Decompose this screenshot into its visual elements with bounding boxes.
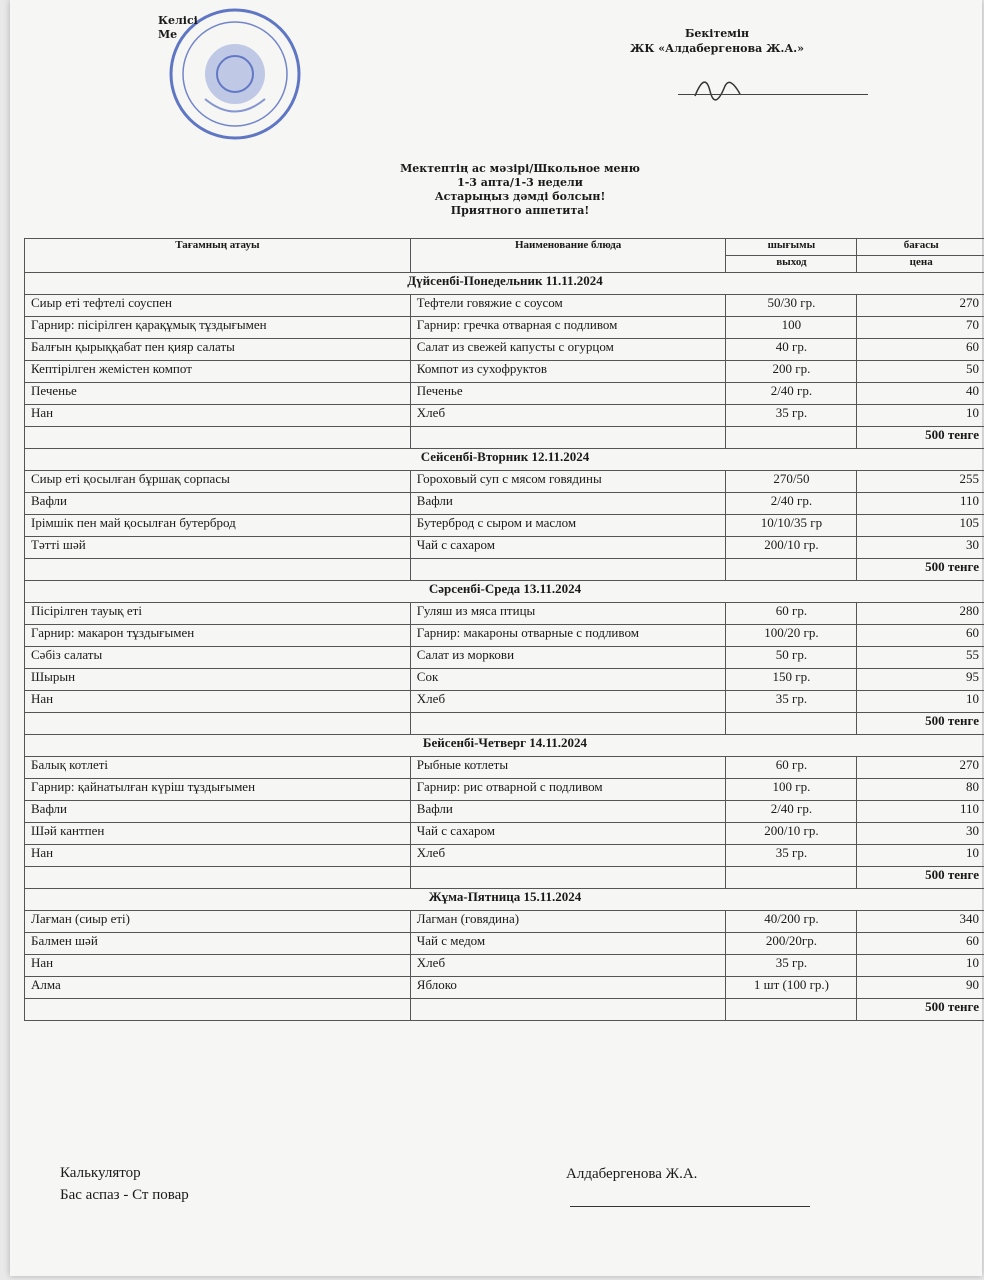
- day-header-row: [25, 273, 984, 295]
- menu-row: [25, 295, 984, 317]
- approval-left-line1: Келісі: [158, 14, 198, 27]
- menu-row: [25, 361, 984, 383]
- total-blank-kz: [25, 867, 411, 889]
- dish-name-ru: Вафли: [410, 493, 726, 515]
- menu-row: [25, 339, 984, 361]
- menu-row: [25, 471, 984, 493]
- dish-name-ru: Чай с сахаром: [410, 823, 726, 845]
- dish-price: 10: [857, 691, 984, 713]
- menu-row: [25, 493, 984, 515]
- footer-sign-line: [570, 1206, 810, 1207]
- header-name-kz: Тағамның атауы: [25, 239, 411, 273]
- day-total-row: [25, 867, 984, 889]
- menu-row: [25, 757, 984, 779]
- title-line4: Приятного аппетита!: [450, 204, 590, 217]
- dish-output: 200/10 гр.: [726, 537, 857, 559]
- dish-name-ru: Вафли: [410, 801, 726, 823]
- dish-name-ru: Печенье: [410, 383, 726, 405]
- dish-output: 200/10 гр.: [726, 823, 857, 845]
- day-total: 500 тенге: [857, 999, 984, 1021]
- dish-name-kz: Кептірілген жемістен компот: [25, 361, 411, 383]
- dish-name-ru: Хлеб: [410, 691, 726, 713]
- dish-name-kz: Пісірілген тауық еті: [25, 603, 411, 625]
- dish-price: 50: [857, 361, 984, 383]
- dish-name-ru: Салат из свежей капусты с огурцом: [410, 339, 726, 361]
- dish-name-ru: Гарнир: рис отварной с подливом: [410, 779, 726, 801]
- dish-price: 10: [857, 845, 984, 867]
- menu-row: [25, 911, 984, 933]
- day-total: 500 тенге: [857, 559, 984, 581]
- dish-name-kz: Нан: [25, 845, 411, 867]
- dish-price: 30: [857, 537, 984, 559]
- dish-output: 200 гр.: [726, 361, 857, 383]
- approval-right-line1: Бекітемін: [684, 27, 750, 40]
- dish-output: 10/10/35 гр: [726, 515, 857, 537]
- menu-row: [25, 955, 984, 977]
- dish-price: 110: [857, 801, 984, 823]
- menu-row: [25, 625, 984, 647]
- signature-mark: [690, 66, 750, 106]
- dish-output: 35 гр.: [726, 845, 857, 867]
- header-price-ru: цена: [857, 256, 984, 273]
- total-blank-kz: [25, 559, 411, 581]
- approval-right-line2: ЖК «Алдабергенова Ж.А.»: [630, 42, 804, 55]
- day-header-row: [25, 449, 984, 471]
- total-blank-ru: [410, 999, 726, 1021]
- menu-row: [25, 537, 984, 559]
- menu-table: [24, 238, 984, 1021]
- dish-price: 90: [857, 977, 984, 999]
- dish-price: 110: [857, 493, 984, 515]
- total-blank-out: [726, 559, 857, 581]
- dish-output: 100/20 гр.: [726, 625, 857, 647]
- dish-name-ru: Рыбные котлеты: [410, 757, 726, 779]
- dish-price: 60: [857, 933, 984, 955]
- dish-name-ru: Хлеб: [410, 955, 726, 977]
- total-blank-out: [726, 999, 857, 1021]
- dish-name-kz: Шырын: [25, 669, 411, 691]
- menu-row: [25, 691, 984, 713]
- dish-price: 10: [857, 955, 984, 977]
- dish-output: 60 гр.: [726, 757, 857, 779]
- dish-name-ru: Гарнир: макароны отварные с подливом: [410, 625, 726, 647]
- dish-name-ru: Чай с сахаром: [410, 537, 726, 559]
- dish-name-ru: Яблоко: [410, 977, 726, 999]
- total-blank-out: [726, 713, 857, 735]
- dish-name-ru: Бутерброд с сыром и маслом: [410, 515, 726, 537]
- day-total: 500 тенге: [857, 427, 984, 449]
- menu-body: [25, 273, 984, 1021]
- day-total: 500 тенге: [857, 713, 984, 735]
- menu-row: [25, 845, 984, 867]
- dish-output: 35 гр.: [726, 955, 857, 977]
- dish-name-kz: Гарнир: қайнатылған күріш тұздығымен: [25, 779, 411, 801]
- menu-row: [25, 977, 984, 999]
- dish-name-kz: Балғын қырыққабат пен қияр салаты: [25, 339, 411, 361]
- dish-name-ru: Гороховый суп с мясом говядины: [410, 471, 726, 493]
- menu-row: [25, 823, 984, 845]
- dish-output: 1 шт (100 гр.): [726, 977, 857, 999]
- dish-name-kz: Тәтті шәй: [25, 537, 411, 559]
- day-title: Сейсенбі-Вторник 12.11.2024: [25, 449, 984, 471]
- dish-price: 80: [857, 779, 984, 801]
- day-title: Сәрсенбі-Среда 13.11.2024: [25, 581, 984, 603]
- footer-chef: Бас аспаз - Ст повар: [60, 1187, 189, 1203]
- approval-left: [158, 14, 198, 42]
- header-name-ru: Наименование блюда: [410, 239, 726, 273]
- day-title: Дүйсенбі-Понедельник 11.11.2024: [25, 273, 984, 295]
- dish-price: 60: [857, 625, 984, 647]
- dish-output: 40/200 гр.: [726, 911, 857, 933]
- dish-name-ru: Чай с медом: [410, 933, 726, 955]
- menu-row: [25, 515, 984, 537]
- dish-output: 2/40 гр.: [726, 493, 857, 515]
- dish-name-kz: Сиыр еті қосылған бұршақ сорпасы: [25, 471, 411, 493]
- dish-price: 30: [857, 823, 984, 845]
- total-blank-ru: [410, 867, 726, 889]
- dish-price: 280: [857, 603, 984, 625]
- dish-price: 255: [857, 471, 984, 493]
- dish-name-kz: Вафли: [25, 801, 411, 823]
- header-output-ru: выход: [726, 256, 857, 273]
- menu-row: [25, 383, 984, 405]
- menu-sheet: [10, 0, 982, 1276]
- total-blank-ru: [410, 427, 726, 449]
- dish-output: 50/30 гр.: [726, 295, 857, 317]
- dish-name-ru: Лагман (говядина): [410, 911, 726, 933]
- dish-name-ru: Салат из моркови: [410, 647, 726, 669]
- dish-price: 270: [857, 295, 984, 317]
- day-total-row: [25, 559, 984, 581]
- dish-name-ru: Хлеб: [410, 845, 726, 867]
- total-blank-kz: [25, 999, 411, 1021]
- day-title: Бейсенбі-Четверг 14.11.2024: [25, 735, 984, 757]
- dish-name-ru: Гарнир: гречка отварная с подливом: [410, 317, 726, 339]
- title-line2: 1-3 апта/1-3 недели: [457, 176, 583, 189]
- dish-name-kz: Печенье: [25, 383, 411, 405]
- dish-output: 100 гр.: [726, 779, 857, 801]
- day-total-row: [25, 427, 984, 449]
- dish-price: 95: [857, 669, 984, 691]
- dish-price: 70: [857, 317, 984, 339]
- approval-sign-line: [678, 94, 868, 95]
- dish-name-kz: Балық котлеті: [25, 757, 411, 779]
- day-total-row: [25, 713, 984, 735]
- dish-output: 150 гр.: [726, 669, 857, 691]
- footer-name: Алдабергенова Ж.А.: [566, 1166, 698, 1182]
- dish-price: 340: [857, 911, 984, 933]
- dish-name-kz: Нан: [25, 955, 411, 977]
- dish-name-ru: Тефтели говяжие с соусом: [410, 295, 726, 317]
- day-header-row: [25, 735, 984, 757]
- header-price-kz: бағасы: [857, 239, 984, 256]
- dish-output: 40 гр.: [726, 339, 857, 361]
- total-blank-kz: [25, 713, 411, 735]
- menu-row: [25, 779, 984, 801]
- dish-name-kz: Лағман (сиыр еті): [25, 911, 411, 933]
- dish-output: 60 гр.: [726, 603, 857, 625]
- day-header-row: [25, 581, 984, 603]
- approval-right: [630, 26, 804, 56]
- total-blank-ru: [410, 559, 726, 581]
- menu-row: [25, 405, 984, 427]
- dish-name-ru: Хлеб: [410, 405, 726, 427]
- dish-name-kz: Ірімшік пен май қосылған бутерброд: [25, 515, 411, 537]
- dish-name-ru: Компот из сухофруктов: [410, 361, 726, 383]
- dish-name-kz: Сиыр еті тефтелі соуспен: [25, 295, 411, 317]
- dish-output: 50 гр.: [726, 647, 857, 669]
- footer-left: [60, 1162, 189, 1206]
- dish-price: 55: [857, 647, 984, 669]
- menu-row: [25, 801, 984, 823]
- dish-name-kz: Вафли: [25, 493, 411, 515]
- dish-output: 270/50: [726, 471, 857, 493]
- dish-output: 2/40 гр.: [726, 801, 857, 823]
- menu-row: [25, 603, 984, 625]
- menu-title: [310, 162, 730, 218]
- dish-name-kz: Балмен шәй: [25, 933, 411, 955]
- dish-price: 270: [857, 757, 984, 779]
- day-title: Жұма-Пятница 15.11.2024: [25, 889, 984, 911]
- menu-row: [25, 669, 984, 691]
- dish-price: 60: [857, 339, 984, 361]
- dish-name-kz: Нан: [25, 691, 411, 713]
- title-line1: Мектептің ас мәзірі/Школьное меню: [400, 162, 640, 175]
- dish-output: 2/40 гр.: [726, 383, 857, 405]
- dish-name-ru: Сок: [410, 669, 726, 691]
- header-output-kz: шығымы: [726, 239, 857, 256]
- total-blank-kz: [25, 427, 411, 449]
- footer-calculator: Калькулятор: [60, 1165, 141, 1181]
- day-total-row: [25, 999, 984, 1021]
- dish-name-kz: Алма: [25, 977, 411, 999]
- dish-name-kz: Шәй кантпен: [25, 823, 411, 845]
- dish-name-kz: Нан: [25, 405, 411, 427]
- dish-price: 10: [857, 405, 984, 427]
- dish-output: 200/20гр.: [726, 933, 857, 955]
- dish-output: 35 гр.: [726, 691, 857, 713]
- day-total: 500 тенге: [857, 867, 984, 889]
- menu-row: [25, 317, 984, 339]
- dish-price: 105: [857, 515, 984, 537]
- dish-name-ru: Гуляш из мяса птицы: [410, 603, 726, 625]
- dish-name-kz: Сәбіз салаты: [25, 647, 411, 669]
- total-blank-out: [726, 427, 857, 449]
- menu-row: [25, 933, 984, 955]
- menu-row: [25, 647, 984, 669]
- total-blank-out: [726, 867, 857, 889]
- approval-left-line2: Ме: [158, 28, 178, 41]
- dish-name-kz: Гарнир: пісірілген қарақұмық тұздығымен: [25, 317, 411, 339]
- dish-output: 35 гр.: [726, 405, 857, 427]
- dish-name-kz: Гарнир: макарон тұздығымен: [25, 625, 411, 647]
- total-blank-ru: [410, 713, 726, 735]
- day-header-row: [25, 889, 984, 911]
- dish-price: 40: [857, 383, 984, 405]
- dish-output: 100: [726, 317, 857, 339]
- title-line3: Астарыңыз дәмді болсын!: [434, 190, 606, 203]
